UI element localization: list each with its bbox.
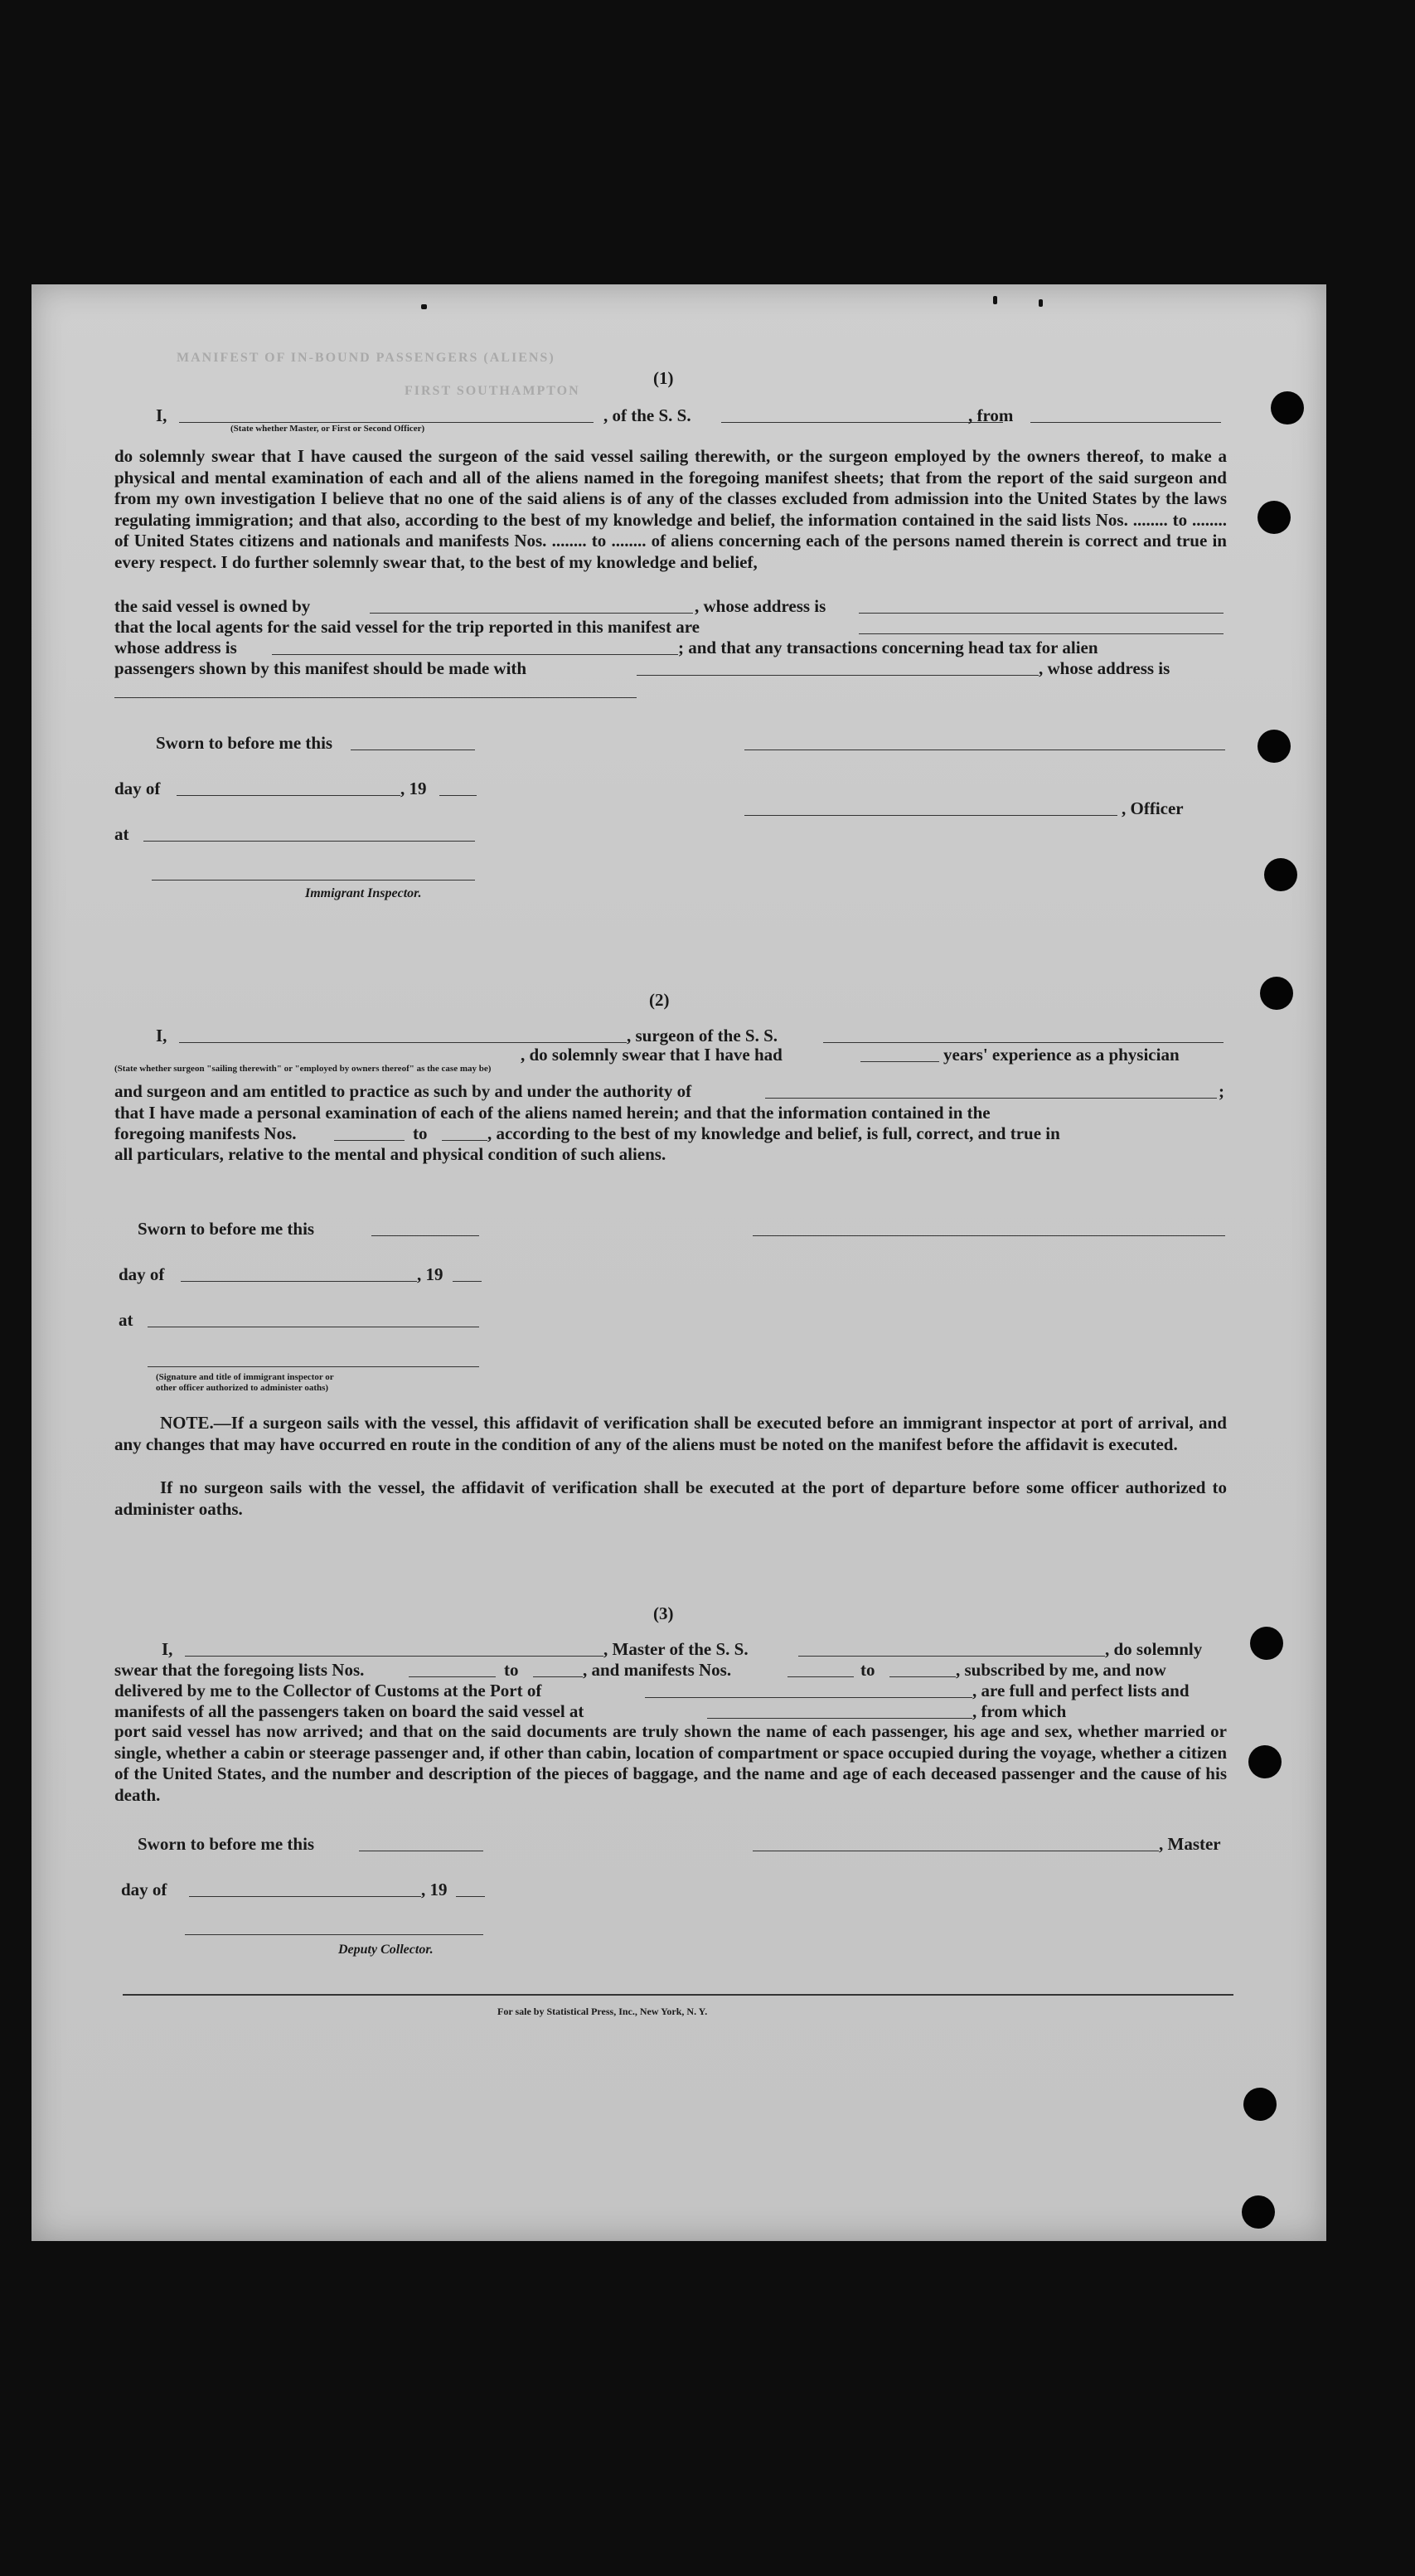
sec3-manifest-from-line xyxy=(787,1676,854,1677)
sec2-signature-line xyxy=(753,1235,1225,1236)
speck xyxy=(993,296,997,304)
sec2-line-c3: , according to the best of my knowledge and belief, is full, correct, and true in xyxy=(487,1123,1060,1143)
sec3-day-line xyxy=(189,1896,421,1897)
sec1-whose-address: , whose address is xyxy=(695,596,826,616)
sec3-manifest-to-line xyxy=(889,1676,956,1677)
sec3-line4-a: manifests of all the passengers taken on board the said vessel at xyxy=(114,1701,584,1721)
sec1-passengers: passengers shown by this manifest should be made with xyxy=(114,658,527,678)
sec2-day-of: day of xyxy=(119,1264,165,1284)
sec2-to-no-line xyxy=(442,1140,487,1141)
sec1-oath-paragraph: do solemnly swear that I have caused the surgeon of the said vessel sailing therewith, or the surgeon employed by the owners thereof, to make a physical and mental examination of each and all of the aliens named in the foregoing manifest sheets; that from the report of the said surgeon and from my own investigation I believe that no one of the said aliens is of any of the classes excluded from admission into the United States by the laws regulating immigration; and that also, according to the best of my knowledge and belief, the information contained in the said lists Nos. ........ to ........ of United States citizens and nationals and manifests Nos. ........ to ........ of aliens concerning each of the persons named therein is correct and true in every respect. I do further solemnly swear that, to the best of my knowledge and belief, xyxy=(114,446,1227,572)
sec2-years: years' experience as a physician xyxy=(943,1045,1180,1065)
sec3-oath-paragraph: port said vessel has now arrived; and that on the said documents are truly shown the name of each passenger, his age and sex, whether married or single, whether a cabin or steerage passenger and, if other than cabin, location of compartment or space occupied during the voyage, whether a citizen of the United States, and the number and description of the pieces of baggage, and the name and age of each deceased passenger and the cause of his death. xyxy=(114,1721,1227,1805)
punch-hole xyxy=(1260,977,1293,1010)
sec2-sworn-line xyxy=(371,1235,479,1236)
sec3-year-line xyxy=(456,1896,485,1897)
note-label: NOTE. xyxy=(160,1413,214,1433)
sec3-day-of: day of xyxy=(121,1880,167,1899)
speck xyxy=(421,304,427,309)
sec1-officer-line xyxy=(744,815,1117,816)
section-1-number: (1) xyxy=(653,368,674,388)
sec3-deputy-line xyxy=(185,1934,483,1935)
sec3-line3-a: delivered by me to the Collector of Customs at the Port of xyxy=(114,1681,542,1700)
sec2-inspector-line xyxy=(148,1366,479,1367)
sec1-day-of: day of xyxy=(114,779,161,798)
punch-hole xyxy=(1258,501,1291,534)
sec3-name-line xyxy=(185,1656,603,1657)
sec2-line-c1: foregoing manifests Nos. xyxy=(114,1123,297,1143)
sec2-line-d: all particulars, relative to the mental and physical condition of such aliens. xyxy=(114,1144,666,1164)
sec1-officer: , Officer xyxy=(1122,798,1184,818)
sec3-line4-b: , from which xyxy=(972,1701,1067,1721)
sec3-do-solemnly: , do solemnly xyxy=(1105,1639,1203,1659)
sec3-master: , Master xyxy=(1159,1834,1221,1854)
punch-hole xyxy=(1271,391,1304,424)
sec2-line-a: and surgeon and am entitled to practice as such by and under the authority of xyxy=(114,1081,692,1101)
manifest-affidavit-page xyxy=(31,284,1326,2241)
footer-rule xyxy=(123,1994,1233,1996)
punch-hole xyxy=(1243,2088,1277,2121)
sec2-sworn: Sworn to before me this xyxy=(138,1219,315,1239)
sec1-headtax-address-line xyxy=(114,697,637,698)
sec1-ship-line xyxy=(721,422,1003,423)
punch-hole xyxy=(1258,730,1291,763)
sec3-line2-c: , and manifests Nos. xyxy=(583,1660,732,1680)
sec2-sig-note-2: other officer authorized to administer oaths) xyxy=(156,1383,329,1393)
sec2-day-line xyxy=(181,1281,417,1282)
sec1-at: at xyxy=(114,824,129,844)
faint-header-line1: MANIFEST OF IN-BOUND PASSENGERS (ALIENS) xyxy=(177,351,555,365)
sec2-i: I, xyxy=(156,1026,167,1045)
footer-printer: For sale by Statistical Press, Inc., New York, N. Y. xyxy=(497,2006,708,2017)
sec1-headtax-line xyxy=(637,675,1039,676)
section-3-number: (3) xyxy=(653,1603,674,1623)
sec2-surgeon: , surgeon of the S. S. xyxy=(627,1026,778,1045)
sec1-from: , from xyxy=(968,405,1014,425)
note-paragraph-1 xyxy=(114,1413,1227,1455)
sec1-agents-address-line xyxy=(272,654,678,655)
sec1-transactions: ; and that any transactions concerning head tax for alien xyxy=(678,638,1098,657)
punch-hole xyxy=(1242,2195,1275,2229)
sec2-from-no-line xyxy=(334,1140,405,1141)
note-paragraph-2: If no surgeon sails with the vessel, the affidavit of verification shall be executed at the port of departure before some officer authorized to administer oaths. xyxy=(114,1477,1227,1519)
sec3-nineteen: , 19 xyxy=(421,1880,448,1899)
sec1-immigrant-inspector: Immigrant Inspector. xyxy=(305,886,422,900)
sec1-owner-address-line xyxy=(859,613,1224,614)
sec2-years-line xyxy=(860,1061,939,1062)
sec2-swear: , do solemnly swear that I have had xyxy=(521,1045,783,1065)
sec1-name-line xyxy=(179,422,594,423)
section-2-number: (2) xyxy=(649,990,670,1010)
punch-hole xyxy=(1264,858,1297,891)
sec3-lists-to-line xyxy=(533,1676,583,1677)
speck xyxy=(1039,299,1043,307)
sec2-line-c2: to xyxy=(413,1123,428,1143)
sec2-name-line xyxy=(179,1042,627,1043)
faint-header-line2: FIRST SOUTHAMPTON xyxy=(405,384,580,398)
sec1-sworn: Sworn to before me this xyxy=(156,733,333,753)
sec3-deputy-collector: Deputy Collector. xyxy=(338,1943,434,1957)
sec3-line3-b: , are full and perfect lists and xyxy=(972,1681,1190,1700)
sec3-lists-from-line xyxy=(409,1676,496,1677)
sec2-authority-line xyxy=(765,1098,1217,1099)
sec2-sig-note-1: (Signature and title of immigrant inspector or xyxy=(156,1372,334,1382)
sec1-i: I, xyxy=(156,405,167,425)
sec2-at: at xyxy=(119,1310,133,1330)
sec2-year-line xyxy=(453,1281,482,1282)
sec3-line2-a: swear that the foregoing lists Nos. xyxy=(114,1660,365,1680)
sec2-nineteen: , 19 xyxy=(417,1264,443,1284)
sec3-port-line xyxy=(645,1697,972,1698)
punch-hole xyxy=(1250,1627,1283,1660)
sec3-line2-e: , subscribed by me, and now xyxy=(956,1660,1166,1680)
sec1-whose-address-3: , whose address is xyxy=(1039,658,1170,678)
sec3-line2-d: to xyxy=(860,1660,875,1680)
sec1-of-ss: , of the S. S. xyxy=(603,405,691,425)
note-text-1: —If a surgeon sails with the vessel, this affidavit of verification shall be executed before an immigrant inspector at port of arrival, and any changes that may have occurred en route in the condition of any of the aliens must be noted on the manifest before the affidavit is executed. xyxy=(114,1413,1227,1454)
sec1-owner-line xyxy=(370,613,693,614)
sec2-semicolon: ; xyxy=(1219,1081,1224,1101)
sec1-whose-address-2: whose address is xyxy=(114,638,237,657)
punch-hole xyxy=(1248,1745,1282,1778)
sec1-agents: that the local agents for the said vessel for the trip reported in this manifest are xyxy=(114,617,700,637)
sec1-year-line xyxy=(439,795,477,796)
sec1-at-line xyxy=(143,841,475,842)
sec1-day-line xyxy=(177,795,400,796)
sec1-owned-by: the said vessel is owned by xyxy=(114,596,311,616)
sec3-line2-b: to xyxy=(504,1660,519,1680)
sec2-surgeon-note: (State whether surgeon "sailing therewith" or "employed by owners thereof" as the case may be) xyxy=(114,1064,492,1074)
sec1-from-line xyxy=(1030,422,1221,423)
sec3-sworn: Sworn to before me this xyxy=(138,1834,315,1854)
sec2-line-b: that I have made a personal examination of each of the aliens named herein; and that the information contained in the xyxy=(114,1103,991,1123)
sec1-agents-line xyxy=(859,633,1224,634)
sec2-ship-line xyxy=(823,1042,1224,1043)
sec3-master-of: , Master of the S. S. xyxy=(603,1639,749,1659)
sec1-nineteen: , 19 xyxy=(400,779,427,798)
sec3-i: I, xyxy=(162,1639,173,1659)
sec3-embark-line xyxy=(707,1718,972,1719)
sec1-master-note: (State whether Master, or First or Second Officer) xyxy=(230,424,425,434)
sec3-ship-line xyxy=(798,1656,1105,1657)
